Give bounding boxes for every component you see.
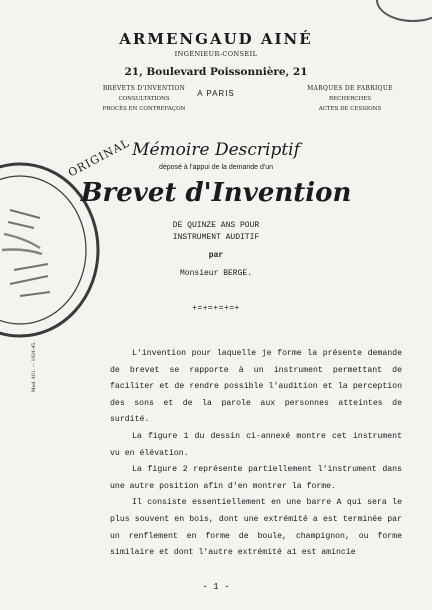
firm-city: A PARIS	[197, 89, 235, 98]
brevet-title: Brevet d'Invention	[80, 178, 352, 208]
service-item: CONSULTATIONS	[118, 96, 170, 102]
paragraph: L'invention pour laquelle je forme la présente demande de brevet se rapporte à un instrument permettant de faciliter et de rendre possible l'audition et la perception des sons et de la parole aux personnes atteintes de surdité.	[110, 349, 402, 425]
firm-address: 21, Boulevard Poissonnière, 21	[124, 66, 308, 78]
corner-stamp-mark	[376, 0, 432, 22]
firm-role: INGÉNIEUR-CONSEIL	[174, 50, 258, 58]
service-item: ACTES DE CESSIONS	[318, 106, 382, 112]
body-text	[110, 346, 402, 562]
duration-line: DE QUINZE ANS POUR	[172, 221, 260, 230]
service-item: PROCÈS EN CONTREFAÇON	[102, 106, 186, 112]
page-number: - 1 -	[202, 582, 230, 592]
original-stamp-text: ORIGINAL	[66, 136, 132, 180]
service-item: RECHERCHES	[328, 96, 372, 102]
depose-subtitle: déposé à l'appui de la demande d'un	[159, 164, 273, 171]
memoire-title: Mémoire Descriptif	[132, 140, 300, 160]
separator-ornament: +=+=+=+=+	[192, 304, 240, 313]
services-left-column	[88, 84, 200, 114]
author-name: Monsieur BERGE.	[179, 269, 252, 278]
invention-title: INSTRUMENT AUDITIF	[172, 233, 260, 242]
services-right-column	[292, 84, 408, 114]
paragraph: La figure 1 du dessin ci-annexé montre cet instrument vu en élévation.	[110, 431, 402, 458]
par-label: par	[208, 251, 224, 260]
paragraph: La figure 2 représente partiellement l'instrument dans une autre position afin d'en montrer la forme.	[110, 465, 402, 491]
service-item: BREVETS D'INVENTION	[102, 85, 186, 92]
paragraph: Il consiste essentiellement en une barre A qui sera le plus souvent en bois, dont une extrémité a est terminée par un renflement en forme de boule, champignon, ou forme similaire et dont l'autre extrémité a1 est amincie	[110, 498, 402, 558]
firm-name: ARMENGAUD AINÉ	[119, 30, 313, 48]
margin-print-note: Mod. 401. — 1924-45.	[32, 341, 37, 392]
service-item: MARQUES DE FABRIQUE	[307, 85, 393, 92]
